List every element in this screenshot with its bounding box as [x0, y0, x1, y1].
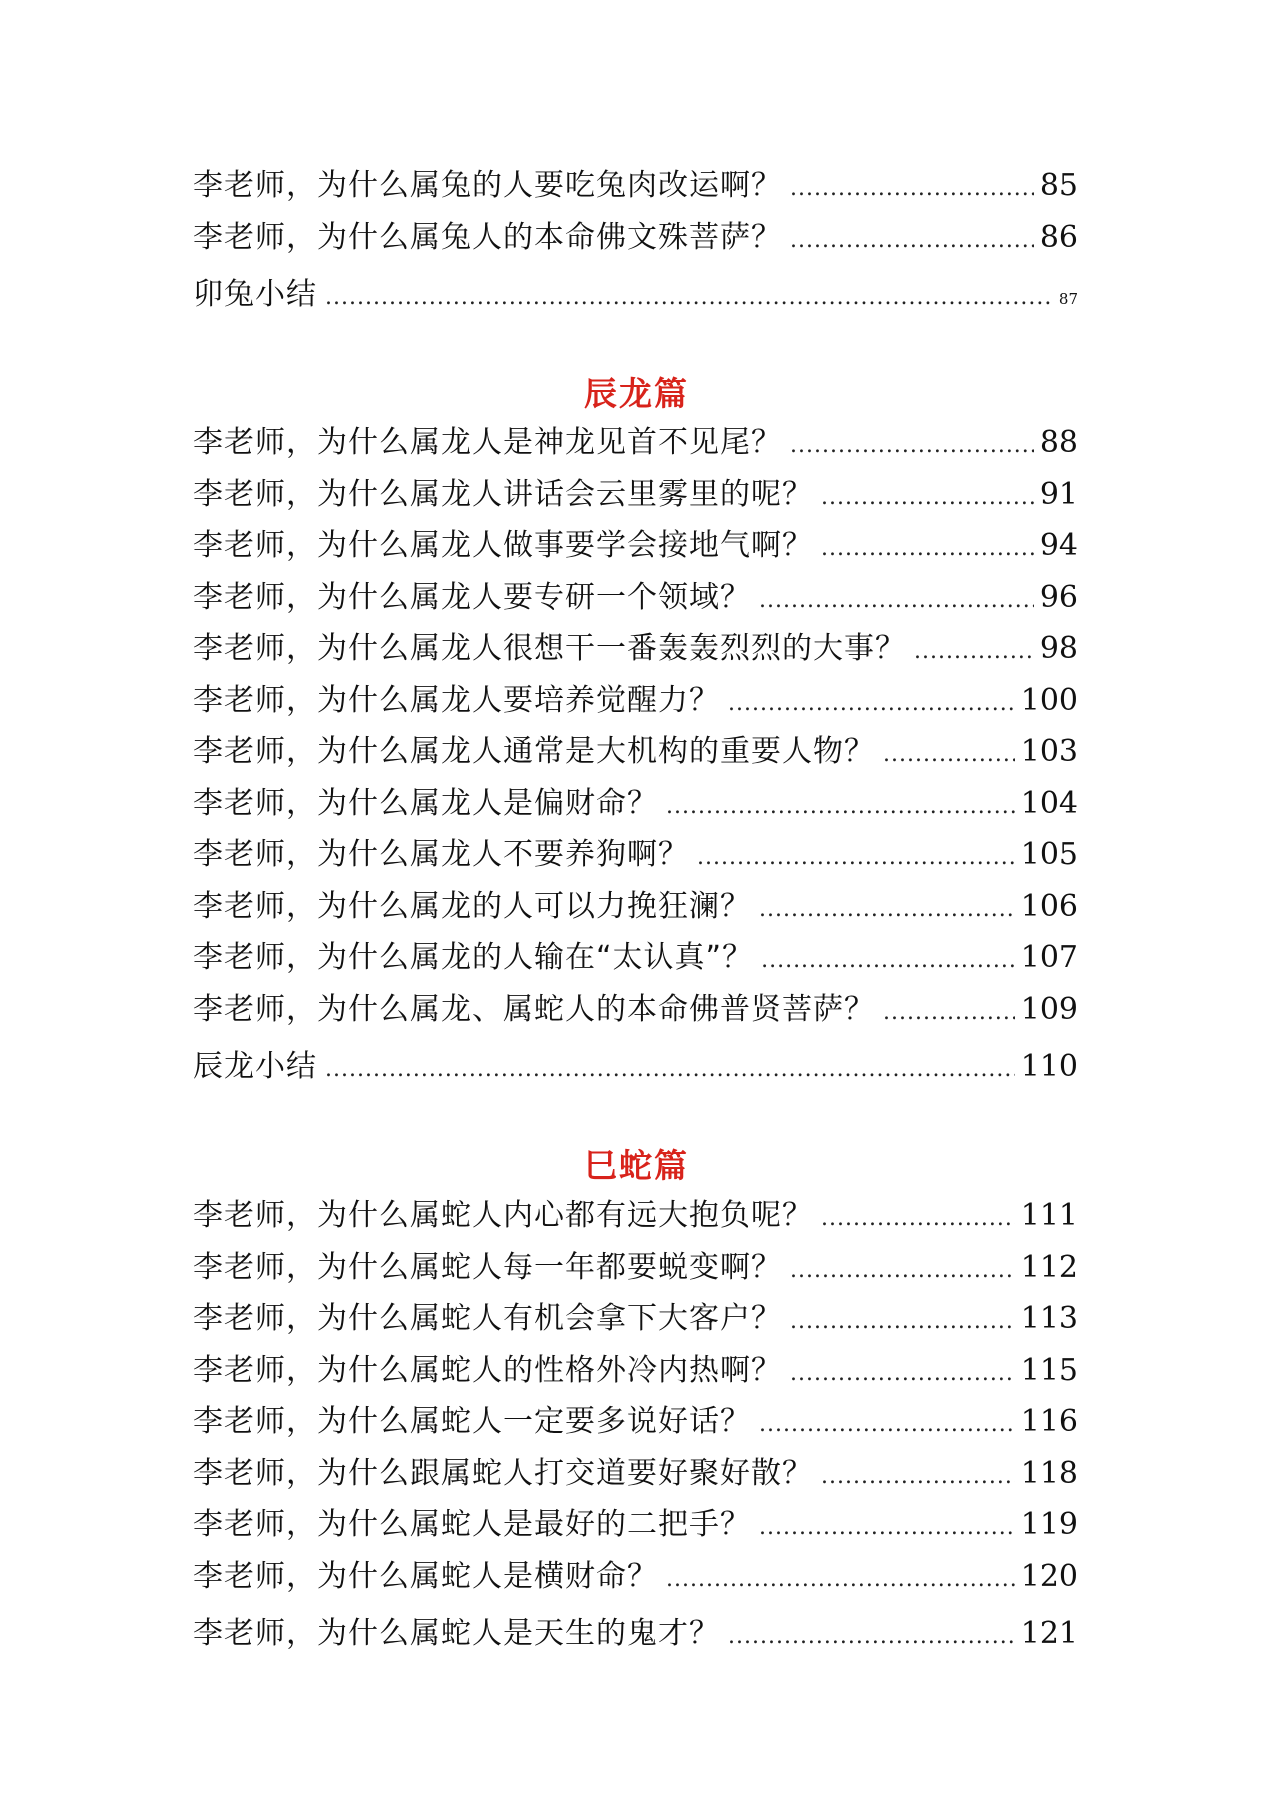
toc-summary-page: 110	[1020, 1049, 1078, 1084]
toc-entry-page: 119	[1020, 1507, 1078, 1542]
dot-leader	[697, 832, 1015, 884]
toc-entry-title: 李老师，为什么属龙人是神龙见首不见尾？	[193, 425, 782, 460]
toc-entry-page: 94	[1039, 528, 1078, 563]
toc-entry[interactable]	[193, 1608, 1078, 1660]
toc-entry-title: 李老师，为什么属龙人通常是大机构的重要人物？	[193, 734, 875, 769]
toc-entry[interactable]	[193, 778, 1078, 830]
toc-entry[interactable]	[193, 932, 1078, 984]
toc-entry-page: 120	[1020, 1558, 1078, 1594]
toc-entry-title: 李老师，为什么属龙人是偏财命？	[193, 785, 658, 821]
toc-entry-title: 李老师，为什么属龙、属蛇人的本命佛普贤菩萨？	[193, 991, 875, 1027]
toc-entry-page: 88	[1039, 425, 1078, 460]
dot-leader	[759, 1502, 1015, 1554]
toc-entry-title: 李老师，为什么属兔的人要吃兔肉改运啊？	[193, 168, 782, 203]
dot-leader	[759, 575, 1034, 627]
toc-entry[interactable]	[193, 1448, 1078, 1500]
toc-entry[interactable]	[193, 572, 1078, 624]
toc-block-dragon	[193, 417, 1078, 1093]
toc-entry[interactable]	[193, 675, 1078, 727]
dot-leader	[666, 781, 1015, 833]
toc-entry-page: 91	[1039, 476, 1078, 512]
dot-leader	[325, 1044, 1015, 1096]
toc-entry-page: 121	[1020, 1616, 1078, 1651]
toc-entry-page: 105	[1020, 837, 1078, 872]
toc-entry-page: 106	[1020, 888, 1078, 924]
dot-leader	[790, 1348, 1015, 1400]
toc-entry-title: 李老师，为什么属龙人不要养狗啊？	[193, 837, 689, 872]
dot-leader	[821, 1451, 1015, 1503]
toc-entry[interactable]	[193, 726, 1078, 778]
dot-leader	[883, 729, 1015, 781]
dot-leader	[759, 1399, 1015, 1451]
toc-entry-page: 85	[1039, 168, 1078, 203]
toc-summary-entry[interactable]	[193, 269, 1078, 321]
dot-leader	[821, 523, 1034, 575]
toc-entry[interactable]	[193, 212, 1078, 264]
toc-entry[interactable]	[193, 1499, 1078, 1551]
toc-entry-title: 李老师，为什么属蛇人有机会拿下大客户？	[193, 1301, 782, 1336]
toc-entry[interactable]	[193, 984, 1078, 1036]
dot-leader	[790, 1245, 1015, 1297]
toc-summary-title: 卯兔小结	[193, 277, 317, 312]
toc-entry-page: 112	[1020, 1249, 1078, 1285]
toc-entry-page: 98	[1039, 631, 1078, 666]
dot-leader	[821, 1193, 1015, 1245]
toc-entry-title: 李老师，为什么属蛇人每一年都要蜕变啊？	[193, 1249, 782, 1285]
section-heading-dragon: 辰龙篇	[584, 374, 689, 413]
toc-entry-title: 李老师，为什么属龙人要培养觉醒力？	[193, 682, 720, 718]
section-heading-snake: 巳蛇篇	[584, 1146, 689, 1185]
toc-entry[interactable]	[193, 1551, 1078, 1603]
toc-entry[interactable]	[193, 1396, 1078, 1448]
toc-entry-page: 107	[1020, 940, 1078, 975]
dot-leader	[759, 884, 1015, 936]
toc-entry[interactable]	[193, 623, 1078, 675]
toc-block-rabbit	[193, 160, 1078, 321]
toc-entry-title: 李老师，为什么属龙的人输在“太认真”？	[193, 940, 754, 975]
toc-entry[interactable]	[193, 160, 1078, 212]
toc-entry[interactable]	[193, 829, 1078, 881]
toc-entry-page: 111	[1020, 1198, 1078, 1233]
dot-leader	[914, 626, 1034, 678]
toc-summary-page: 87	[1058, 290, 1078, 308]
dot-leader	[790, 215, 1034, 267]
dot-leader	[761, 935, 1015, 987]
toc-entry-title: 李老师，为什么属龙的人可以力挽狂澜？	[193, 888, 751, 924]
toc-entry-title: 李老师，为什么属蛇人是最好的二把手？	[193, 1507, 751, 1542]
toc-entry-page: 100	[1020, 682, 1078, 718]
toc-entry-title: 李老师，为什么属龙人做事要学会接地气啊？	[193, 528, 813, 563]
toc-entry-page: 96	[1039, 579, 1078, 615]
toc-entry-page: 118	[1020, 1455, 1078, 1491]
toc-entry[interactable]	[193, 520, 1078, 572]
toc-entry-title: 李老师，为什么属蛇人是天生的鬼才？	[193, 1616, 720, 1651]
dot-leader	[790, 163, 1034, 215]
dot-leader	[728, 678, 1015, 730]
toc-summary-entry[interactable]	[193, 1041, 1078, 1093]
toc-entry-page: 103	[1020, 734, 1078, 769]
toc-block-snake	[193, 1190, 1078, 1660]
toc-entry[interactable]	[193, 881, 1078, 933]
dot-leader	[790, 420, 1034, 472]
toc-entry-page: 109	[1020, 991, 1078, 1027]
dot-leader	[790, 1296, 1015, 1348]
toc-entry-page: 115	[1020, 1352, 1078, 1388]
dot-leader	[821, 472, 1034, 524]
toc-entry[interactable]	[193, 1190, 1078, 1242]
toc-entry-title: 李老师，为什么属龙人很想干一番轰轰烈烈的大事？	[193, 631, 906, 666]
toc-entry[interactable]	[193, 469, 1078, 521]
toc-entry-title: 李老师，为什么属蛇人一定要多说好话？	[193, 1404, 751, 1439]
toc-entry-page: 86	[1039, 219, 1078, 255]
toc-entry-title: 李老师，为什么属龙人要专研一个领域？	[193, 579, 751, 615]
toc-entry-title: 李老师，为什么属龙人讲话会云里雾里的呢？	[193, 476, 813, 512]
toc-entry-page: 113	[1020, 1301, 1078, 1336]
toc-entry-page: 116	[1020, 1404, 1078, 1439]
toc-entry-title: 李老师，为什么跟属蛇人打交道要好聚好散？	[193, 1455, 813, 1491]
toc-entry[interactable]	[193, 1293, 1078, 1345]
toc-entry-title: 李老师，为什么属蛇人的性格外冷内热啊？	[193, 1352, 782, 1388]
dot-leader	[728, 1611, 1015, 1663]
toc-entry-title: 李老师，为什么属蛇人是横财命？	[193, 1558, 658, 1594]
toc-entry-title: 李老师，为什么属兔人的本命佛文殊菩萨？	[193, 219, 782, 255]
toc-summary-title: 辰龙小结	[193, 1049, 317, 1084]
dot-leader	[883, 987, 1015, 1039]
toc-entry[interactable]	[193, 1345, 1078, 1397]
toc-entry-page: 104	[1020, 785, 1078, 821]
dot-leader	[666, 1554, 1015, 1606]
dot-leader	[325, 272, 1053, 324]
toc-entry-title: 李老师，为什么属蛇人内心都有远大抱负呢？	[193, 1198, 813, 1233]
toc-entry[interactable]	[193, 417, 1078, 469]
toc-entry[interactable]	[193, 1242, 1078, 1294]
